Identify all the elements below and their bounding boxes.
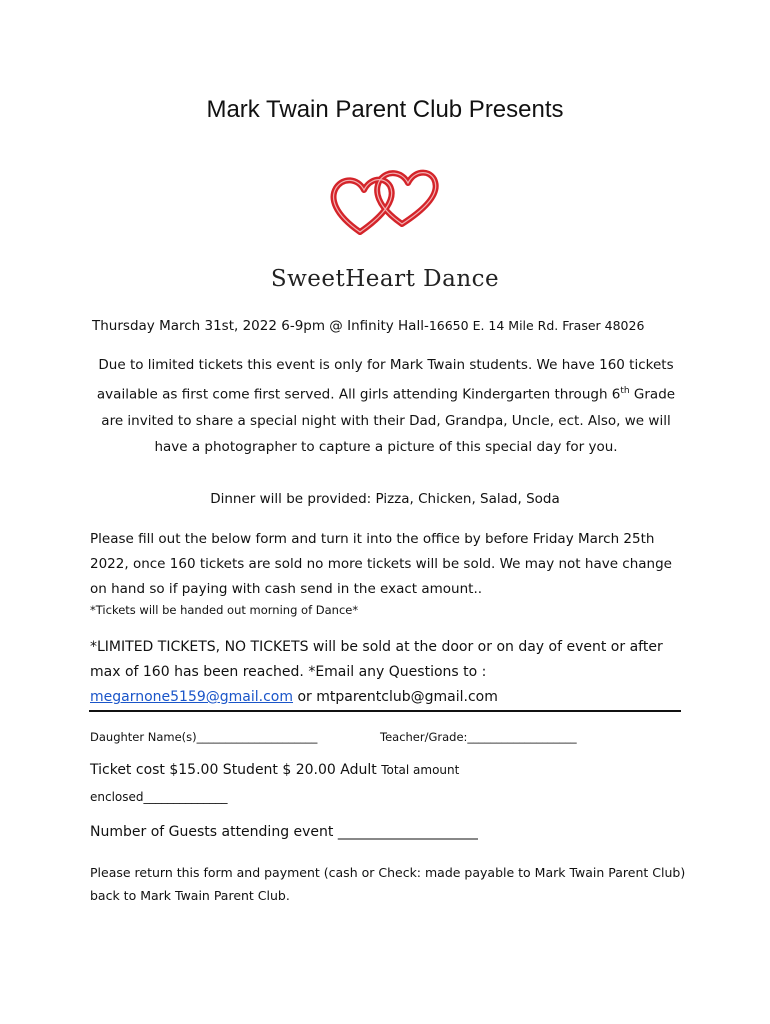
form-divider — [89, 710, 681, 712]
limited-tickets-notice — [90, 635, 690, 710]
intro-text-1: Due to limited tickets this event is only for Mark Twain students. We have 160 tickets available as first come first served. All girls attending Kindergarten through 6 — [96, 357, 674, 403]
dinner-info: Dinner will be provided: Pizza, Chicken, Salad, Soda — [210, 491, 560, 507]
intro-superscript: th — [620, 386, 630, 396]
guests-field: Number of Guests attending event ____________________ — [90, 824, 478, 840]
tickets-note: *Tickets will be handed out morning of Dance* — [90, 603, 359, 617]
limited-text: *LIMITED TICKETS, NO TICKETS will be sold at the door or on day of event or after max of 160 has been reached. *Email any Questions to : — [90, 639, 663, 680]
event-address: 16650 E. 14 Mile Rd. Fraser 48026 — [428, 318, 645, 333]
intro-paragraph — [88, 352, 684, 460]
email-separator: or — [293, 689, 317, 705]
page-title: Mark Twain Parent Club Presents — [206, 96, 564, 123]
instructions-paragraph: Please fill out the below form and turn it into the office by before Friday March 25th 2022, once 160 tickets are sold no more tickets will be sold. We may not have change on hand so if paying with cash send in the exact amount.. — [90, 531, 672, 597]
email-secondary: mtparentclub@gmail.com — [316, 689, 498, 705]
enclosed-field: enclosed______________ — [90, 790, 228, 804]
ticket-cost-text: Ticket cost $15.00 Student $ 20.00 Adult — [90, 762, 377, 778]
email-link-primary[interactable]: megarnone5159@gmail.com — [90, 689, 294, 705]
event-details — [92, 318, 644, 334]
event-name: SweetHeart Dance — [270, 266, 500, 292]
daughter-name-field: Daughter Name(s)_____________________ — [90, 730, 318, 744]
ticket-cost-line — [90, 762, 459, 778]
event-date-time-place: Thursday March 31st, 2022 6-9pm @ Infinity Hall- — [92, 318, 429, 334]
double-heart-icon — [326, 168, 446, 240]
teacher-grade-field: Teacher/Grade:___________________ — [380, 730, 577, 744]
total-amount-label: Total amount — [381, 763, 460, 777]
intro-text-2: Grade are invited to share a special night with their Dad, Grandpa, Uncle, ect. Also, we will have a photographer to capture a picture of this special day for you. — [101, 386, 676, 455]
return-instructions: Please return this form and payment (cash or Check: made payable to Mark Twain Parent Club) back to Mark Twain Parent Club. — [90, 865, 686, 903]
